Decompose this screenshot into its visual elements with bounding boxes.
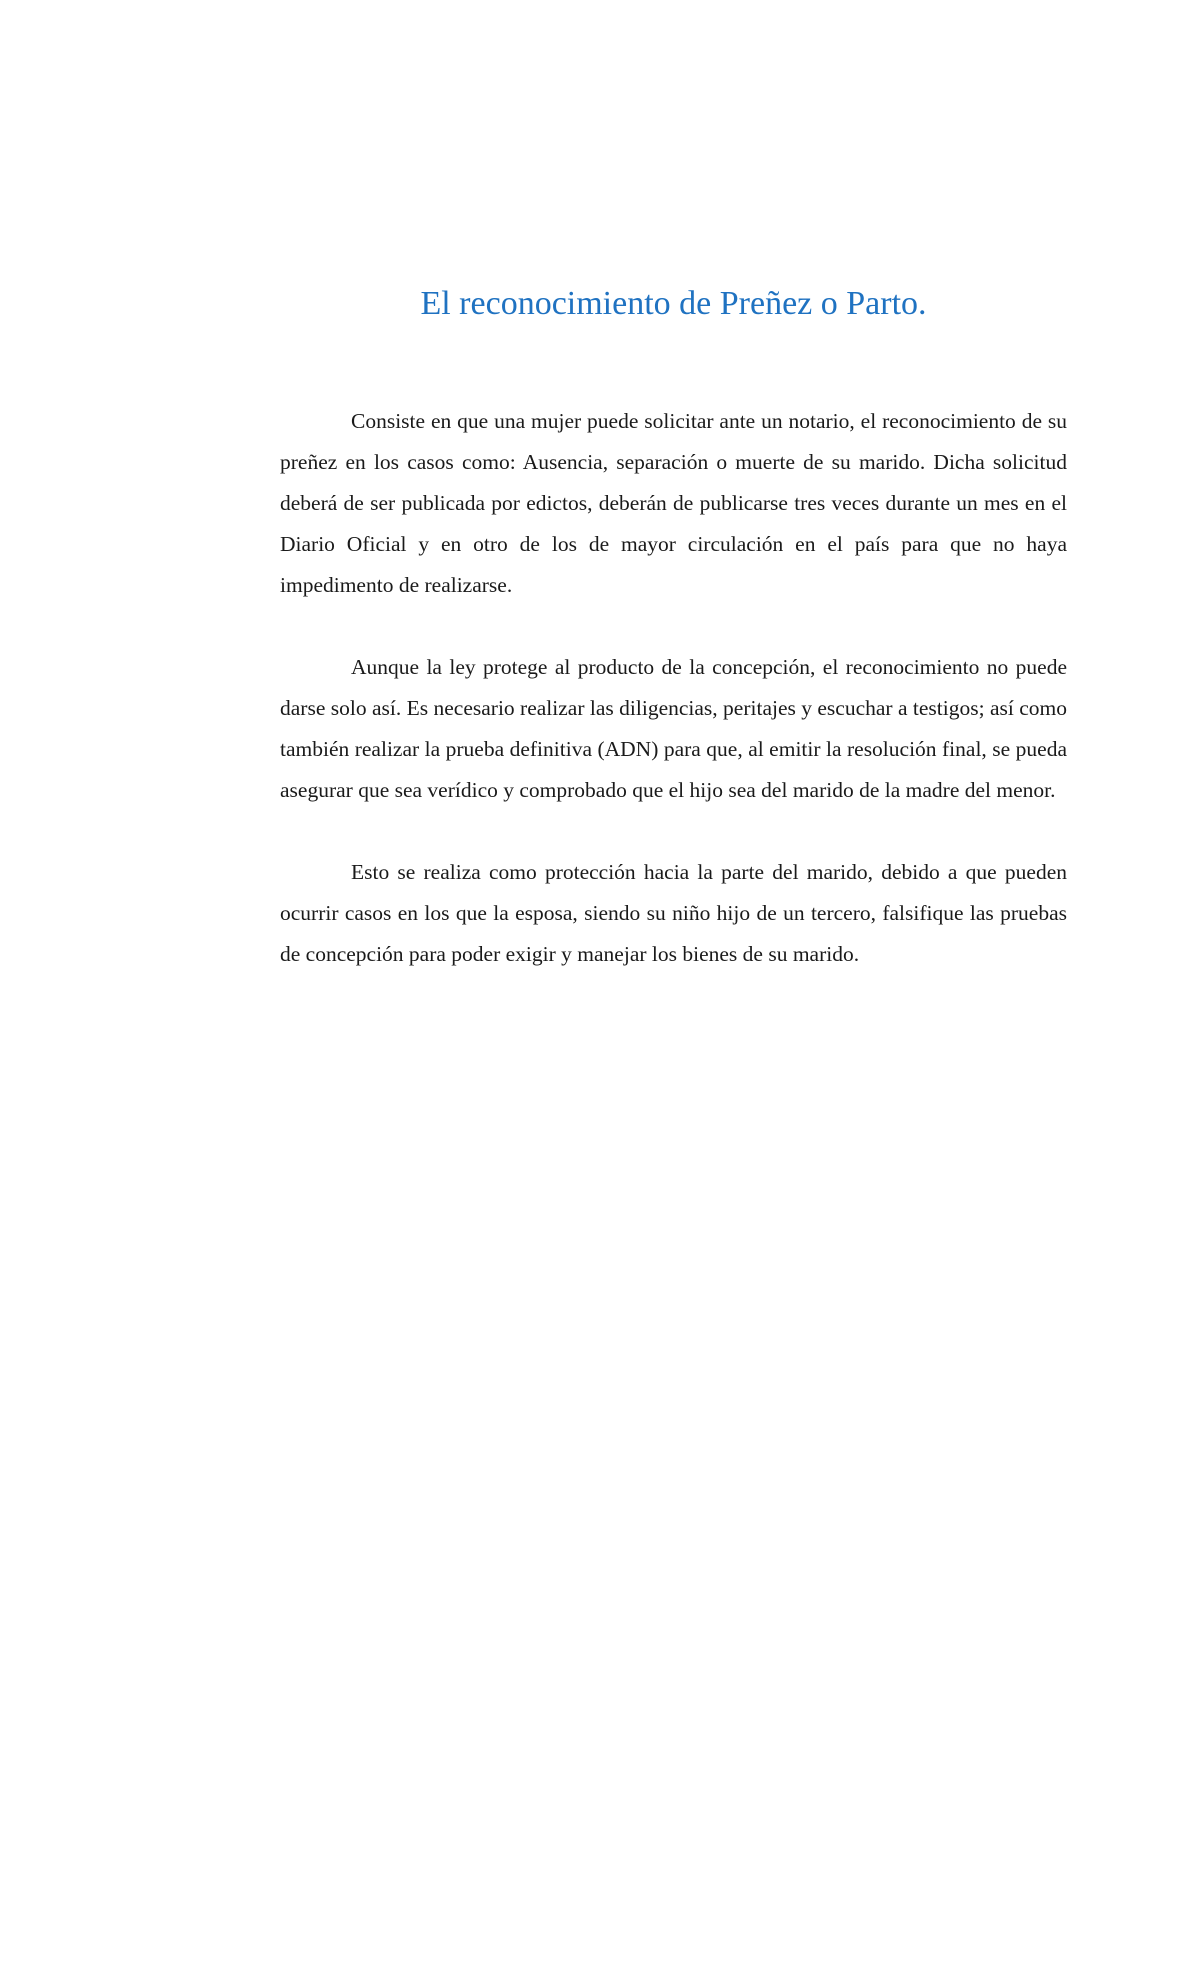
body-paragraph-3: Esto se realiza como protección hacia la parte del marido, debido a que pueden ocurrir casos en los que la esposa, siendo su niño hijo de un tercero, falsifique las pruebas de concepción para poder exigir y manejar los bienes de su marido.: [280, 860, 1067, 966]
document-body: [280, 401, 1067, 1016]
document-title: El reconocimiento de Preñez o Parto.: [420, 285, 927, 322]
body-paragraph-1: Consiste en que una mujer puede solicitar ante un notario, el reconocimiento de su preñez en los casos como: Ausencia, separación o muerte de su marido. Dicha solicitud deberá de ser publicada por edictos, deberán de publicarse tres veces durante un mes en el Diario Oficial y en otro de los de mayor circulación en el país para que no haya impedimento de realizarse.: [280, 409, 1067, 597]
body-paragraph-2: Aunque la ley protege al producto de la concepción, el reconocimiento no puede darse solo así. Es necesario realizar las diligencias, peritajes y escuchar a testigos; así como también realizar la prueba definitiva (ADN) para que, al emitir la resolución final, se pueda asegurar que sea verídico y comprobado que el hijo sea del marido de la madre del menor.: [280, 655, 1067, 802]
